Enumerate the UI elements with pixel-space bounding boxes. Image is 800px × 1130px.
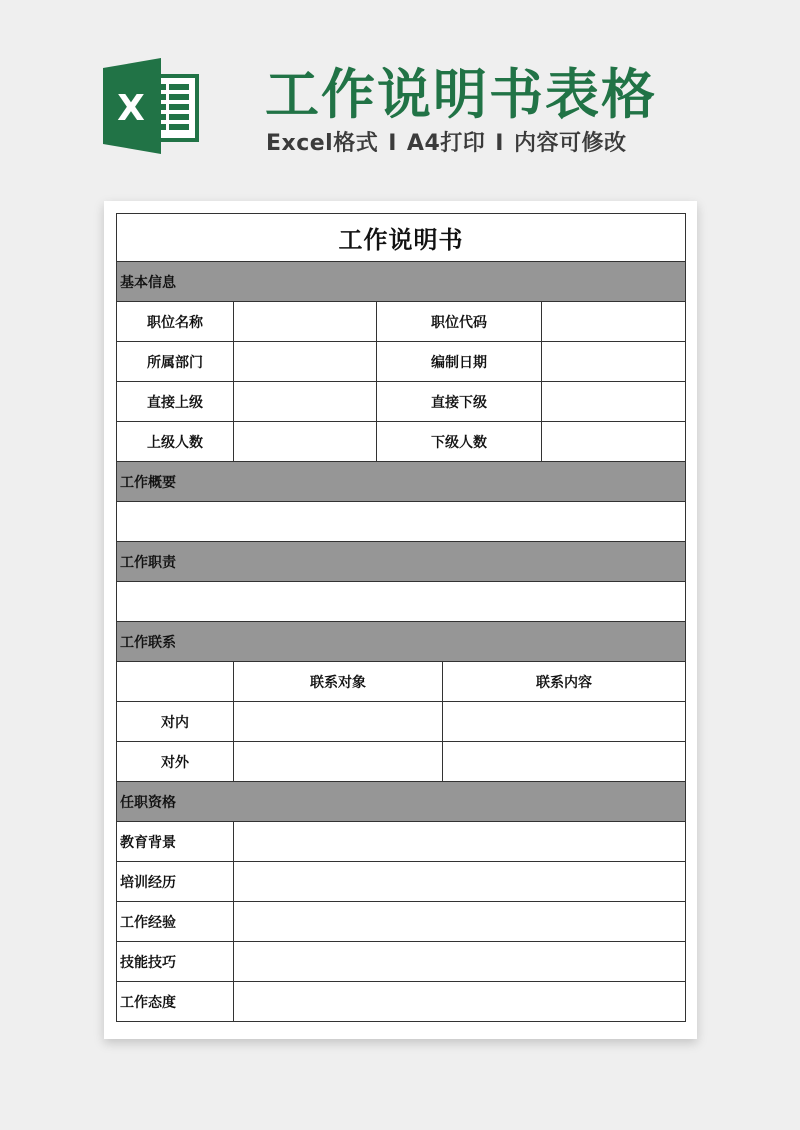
label-cell: 对内 — [117, 702, 234, 742]
label-cell: 编制日期 — [377, 342, 542, 382]
label-cell: 技能技巧 — [117, 942, 234, 982]
input-cell[interactable] — [234, 742, 443, 782]
section-relations: 工作联系 — [117, 622, 686, 662]
section-duties: 工作职责 — [117, 542, 686, 582]
column-header-target: 联系对象 — [234, 662, 443, 702]
page-title: 工作说明书表格 — [265, 63, 657, 126]
subtitle-format: Excel格式 — [266, 131, 379, 156]
separator: I — [495, 131, 504, 156]
label-cell: 直接上级 — [117, 382, 234, 422]
table-row — [117, 902, 686, 942]
column-header-empty — [117, 662, 234, 702]
table-row — [117, 862, 686, 902]
input-cell[interactable] — [234, 902, 686, 942]
subtitle-editable: 内容可修改 — [513, 131, 627, 156]
label-cell: 培训经历 — [117, 862, 234, 902]
input-cell[interactable] — [234, 302, 377, 342]
input-cell[interactable] — [234, 982, 686, 1022]
label-cell: 下级人数 — [377, 422, 542, 462]
label-cell: 所属部门 — [117, 342, 234, 382]
table-header-row — [117, 662, 686, 702]
label-cell: 工作经验 — [117, 902, 234, 942]
subtitle — [266, 126, 626, 157]
section-overview: 工作概要 — [117, 462, 686, 502]
input-cell[interactable] — [234, 862, 686, 902]
excel-icon — [103, 56, 203, 156]
input-cell[interactable] — [542, 302, 686, 342]
header-banner — [0, 0, 800, 190]
input-cell[interactable] — [234, 382, 377, 422]
table-row — [117, 942, 686, 982]
table-row — [117, 382, 686, 422]
separator: I — [388, 131, 397, 156]
table-row — [117, 822, 686, 862]
overview-input-cell[interactable] — [117, 502, 686, 542]
column-header-content: 联系内容 — [443, 662, 686, 702]
duties-input-cell[interactable] — [117, 582, 686, 622]
table-row — [117, 742, 686, 782]
section-basic-info: 基本信息 — [117, 262, 686, 302]
input-cell[interactable] — [542, 342, 686, 382]
table-row — [117, 302, 686, 342]
table-row — [117, 982, 686, 1022]
input-cell[interactable] — [443, 702, 686, 742]
table-row — [117, 342, 686, 382]
job-description-table — [116, 213, 686, 1022]
table-row — [117, 422, 686, 462]
form-title: 工作说明书 — [117, 214, 686, 262]
label-cell: 教育背景 — [117, 822, 234, 862]
subtitle-print: A4打印 — [406, 131, 486, 156]
label-cell: 职位代码 — [377, 302, 542, 342]
input-cell[interactable] — [234, 942, 686, 982]
label-cell: 工作态度 — [117, 982, 234, 1022]
document-page — [104, 201, 697, 1039]
section-qualifications: 任职资格 — [117, 782, 686, 822]
label-cell: 直接下级 — [377, 382, 542, 422]
input-cell[interactable] — [234, 422, 377, 462]
input-cell[interactable] — [234, 822, 686, 862]
input-cell[interactable] — [234, 702, 443, 742]
input-cell[interactable] — [443, 742, 686, 782]
label-cell: 职位名称 — [117, 302, 234, 342]
table-row — [117, 702, 686, 742]
label-cell: 对外 — [117, 742, 234, 782]
label-cell: 上级人数 — [117, 422, 234, 462]
input-cell[interactable] — [542, 382, 686, 422]
input-cell[interactable] — [542, 422, 686, 462]
input-cell[interactable] — [234, 342, 377, 382]
svg-text:X: X — [117, 88, 145, 129]
